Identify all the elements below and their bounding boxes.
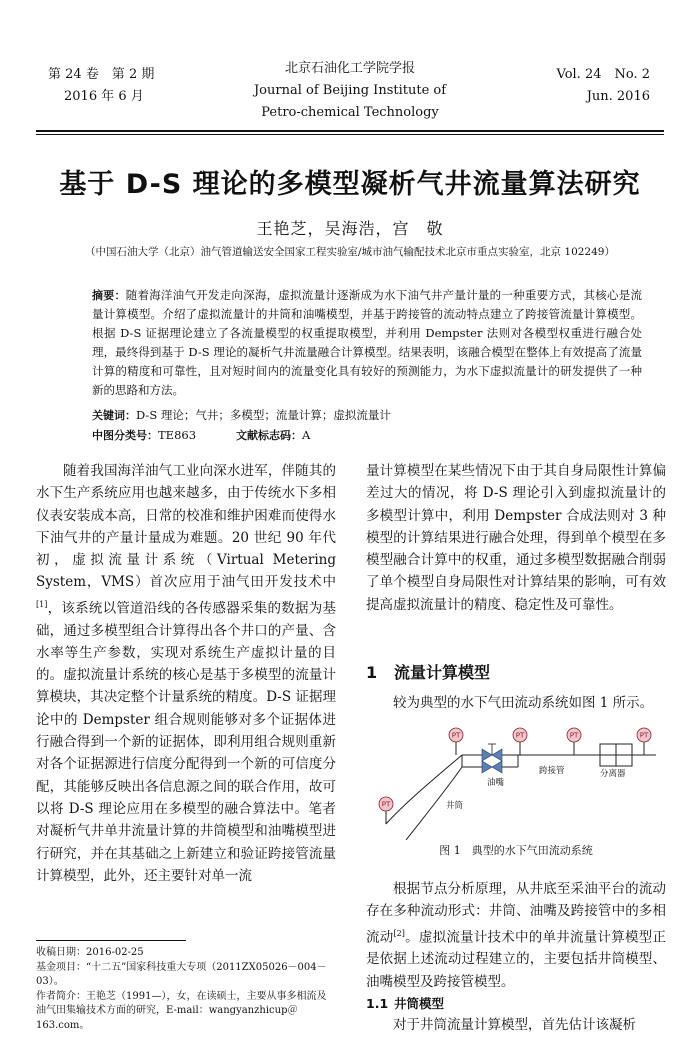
subsection-number: 1.1 bbox=[366, 996, 389, 1011]
journal-name bbox=[230, 58, 470, 124]
abstract-label: 摘要： bbox=[92, 289, 126, 302]
classification-value: TE863 bbox=[158, 428, 197, 442]
separator-label: 分离器 bbox=[600, 769, 626, 779]
classification-line bbox=[92, 426, 310, 445]
header-rule-thin bbox=[36, 134, 664, 135]
keywords-text: D-S 理论；气井；多模型；流量计算；虚拟流量计 bbox=[136, 408, 391, 422]
footnote-rule bbox=[36, 940, 186, 941]
pt-label: PT bbox=[639, 731, 649, 740]
section-number: 1 bbox=[366, 663, 378, 682]
subsection-1-1-heading bbox=[366, 994, 444, 1012]
journal-name-en-2: Petro-chemical Technology bbox=[261, 105, 439, 120]
footnote-received: 收稿日期：2016-02-25 bbox=[36, 947, 144, 958]
footnotes bbox=[36, 946, 336, 1033]
section-1-heading bbox=[366, 660, 490, 683]
volume-cn: 第 24 卷 第 2 期 bbox=[48, 67, 155, 82]
abstract-text: 随着海洋油气开发走向深海，虚拟流量计逐渐成为水下油气井产量计量的一种重要方式，其核心是流量计算模型。介绍了虚拟流量计的井筒和油嘴模型，并基于跨接管的流动特点建立了跨接管流量计算模型。根据 D-S 证据理论建立了各流量模型的权重提取模型，并利用 Dempster 法则对各模型权重进行融合处理，最终得到基于 D-S 理论的凝析气井流量融合计算模型。结果表明，该融合模型在整体上有效提高了流量计算的精度和可靠性，且对短时间内的流量变化具有较好的预测能力，为水下虚拟流量计的研发提供了一种新的思路和方法。 bbox=[92, 288, 642, 397]
flow-system-figure bbox=[366, 722, 666, 847]
footnote-author: 作者简介：王艳芝（1991—），女，在读硕士，主要从事多相流及油气田集输技术方面的研究，E-mail：wangyanzhicup＠163.com。 bbox=[36, 990, 327, 1031]
choke-valve-right-lower bbox=[492, 761, 502, 773]
date-en: Jun. 2016 bbox=[586, 89, 650, 104]
choke-valve-right-upper bbox=[492, 749, 502, 761]
intro-paragraph: 随着我国海洋油气工业向深水进军，伴随其的水下生产系统应用也越来越多，由于传统水下多相仪表安装成本高，日常的校准和维护困难而使得水下油气井的产量计量成为难题。20 世纪 90 年代初，虚拟流量计系统（Virtual Metering System，VMS）首次应用于油气田开发技术中[1]，该系统以管道沿线的各传感器采集的数据为基础，通过多模型组合计算得出各个井口的产量、含水率等生产参数，实现对系统生产虚拟计量的目的。虚拟流量计系统的核心是基于多模型的流量计算模块，其决定整个计量系统的精度。D-S 证据理论中的 Dempster 组合规则能够对多个证据体进行融合得到一个新的证据体，即利用组合规则重新对各个证据源进行信度分配得到一个新的可信度分配，其能够反映出各信息源之间的联合作用，故可以将 D-S 理论应用在多模型的融合算法中。笔者对凝析气井单井流量计算的井筒模型和油嘴模型进行研究，并在其基础之上新建立和验证跨接管流量计算模型，此外，还主要针对单一流 bbox=[36, 463, 336, 884]
document-code-label: 文献标志码： bbox=[236, 429, 303, 442]
paper-title: 基于 D-S 理论的多模型凝析气井流量算法研究 bbox=[59, 169, 641, 200]
pt-label: PT bbox=[515, 731, 525, 740]
node-analysis-paragraph: 根据节点分析原理，从井底至采油平台的流动存在多种流动形式：井筒、油嘴及跨接管中的多相流动[2]。虚拟流量计技术中的单井流量计算模型正是依据上述流动过程建立的，主要包括井筒模型、油嘴模型及跨接管模型。 bbox=[366, 881, 667, 990]
right-column-top bbox=[366, 460, 666, 616]
choke-valve-left-lower bbox=[482, 761, 492, 773]
author-affiliation: （中国石油大学（北京）油气管道输送安全国家工程实验室/城市油气输配技术北京市重点实验室，北京 102249） bbox=[85, 246, 615, 258]
classification-label: 中图分类号： bbox=[92, 429, 158, 442]
abstract bbox=[92, 286, 642, 400]
continued-paragraph: 量计算模型在某些情况下由于其自身局限性计算偏差过大的情况，将 D-S 理论引入到虚拟流量计的多模型计算中，利用 Dempster 合成法则对 3 种模型的计算结果进行融合处理，得到单个模型在多模型融合计算中的权重，通过多模型数据融合削弱了单个模型自身局限性对计算结果的影响，可有效提高虚拟流量计的精度、稳定性及可靠性。 bbox=[366, 463, 666, 613]
keywords bbox=[92, 406, 642, 425]
date-cn: 2016 年 6 月 bbox=[64, 89, 144, 104]
pt-label: PT bbox=[451, 731, 461, 740]
header-rule-thick bbox=[36, 130, 664, 132]
left-column bbox=[36, 460, 336, 887]
right-column-bottom bbox=[366, 878, 666, 993]
section-1-intro: 较为典型的水下气田流动系统如图 1 所示。 bbox=[393, 695, 654, 711]
pt-label: PT bbox=[569, 731, 579, 740]
wellbore-line-upper bbox=[386, 755, 462, 824]
citation-1: [1] bbox=[36, 599, 48, 609]
journal-name-cn: 北京石油化工学院学报 bbox=[284, 61, 415, 76]
choke-label: 油嘴 bbox=[487, 778, 505, 788]
choke-valve-left-upper bbox=[482, 749, 492, 761]
wellbore-label: 井筒 bbox=[446, 801, 464, 811]
pt-label: PT bbox=[381, 800, 391, 809]
document-code-value: A bbox=[302, 428, 311, 442]
wellbore-paragraph: 对于井筒流量计算模型，首先估计该凝析 bbox=[393, 1017, 636, 1033]
citation-2: [2] bbox=[393, 928, 405, 938]
keywords-label: 关键词： bbox=[92, 409, 136, 422]
volume-en: Vol. 24 No. 2 bbox=[556, 67, 650, 82]
journal-issue-cn bbox=[48, 64, 154, 108]
section-title: 流量计算模型 bbox=[394, 663, 491, 682]
paper-authors: 王艳芝，吴海浩，宫 敬 bbox=[256, 219, 444, 238]
journal-issue-en bbox=[557, 64, 651, 108]
jumper-label: 跨接管 bbox=[539, 766, 565, 776]
journal-name-en-1: Journal of Beijing Institute of bbox=[253, 83, 447, 98]
footnote-fund: 基金项目：“十二五”国家科技重大专项（2011ZX05026－004－03）。 bbox=[36, 961, 327, 987]
subsection-title: 井筒模型 bbox=[394, 996, 445, 1011]
figure-caption: 图 1 典型的水下气田流动系统 bbox=[439, 844, 593, 857]
